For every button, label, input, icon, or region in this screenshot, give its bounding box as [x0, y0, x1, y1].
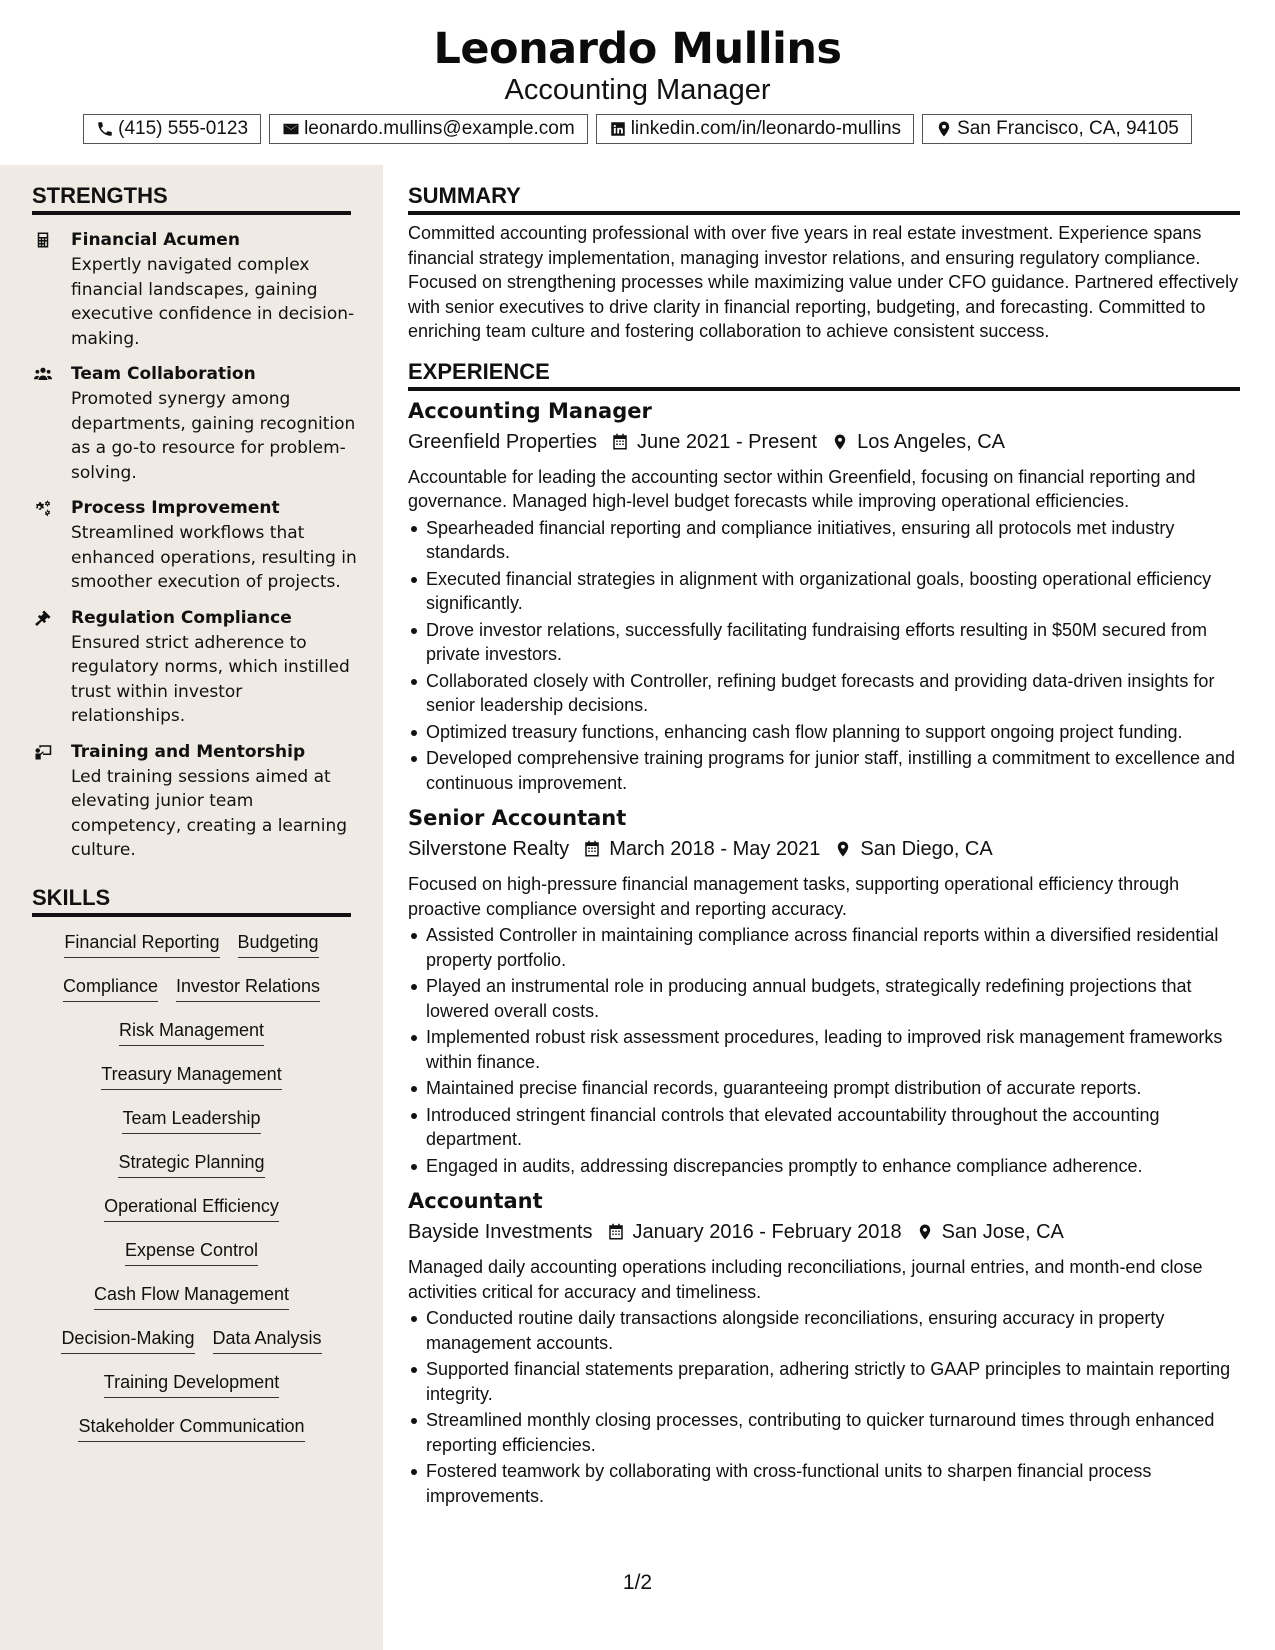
- page-number: 1/2: [622, 1571, 653, 1594]
- skill-tag: Compliance: [63, 974, 158, 1002]
- job-company: Bayside Investments: [408, 1221, 593, 1243]
- job-meta: [408, 1217, 1240, 1247]
- job-meta: [408, 834, 1240, 864]
- envelope-icon: [282, 120, 300, 138]
- job-bullet: Streamlined monthly closing processes, contributing to quicker turnaround times through enhanced reporting efficiencies.: [408, 1408, 1240, 1457]
- contact-linkedin[interactable]: [596, 114, 914, 144]
- job-description: Managed daily accounting operations including reconciliations, journal entries, and month-end close activities critical for accuracy and timeliness.: [408, 1257, 1203, 1302]
- job-bullet: Conducted routine daily transactions alongside reconciliations, ensuring accuracy in property management accounts.: [408, 1306, 1240, 1355]
- job-bullets: [408, 516, 1240, 796]
- main-content: [408, 165, 1240, 1510]
- contact-location: [922, 114, 1192, 144]
- job-meta: [408, 427, 1240, 457]
- linkedin-text: linkedin.com/in/leonardo-mullins: [630, 118, 902, 139]
- sidebar: [0, 165, 383, 1650]
- strength-title: Team Collaboration: [71, 364, 256, 384]
- map-pin-icon: [834, 839, 852, 859]
- job-location: Los Angeles, CA: [857, 430, 1005, 453]
- job-bullet: Played an instrumental role in producing annual budgets, strategically redefining projections that lowered overall costs.: [408, 974, 1240, 1023]
- strength-title: Process Improvement: [71, 498, 280, 518]
- experience-heading: EXPERIENCE: [408, 358, 1240, 391]
- phone-icon: [96, 120, 114, 138]
- skill-tag: Risk Management: [119, 1018, 264, 1046]
- skill-tag: Investor Relations: [176, 974, 320, 1002]
- calendar-icon: [583, 839, 601, 859]
- linkedin-icon: [609, 120, 627, 138]
- strength-title: Financial Acumen: [71, 230, 240, 250]
- job-bullet: Implemented robust risk assessment procedures, leading to improved risk management frameworks within finance.: [408, 1025, 1240, 1074]
- strength-desc: Streamlined workflows that enhanced operations, resulting in smoother execution of projects.: [71, 523, 357, 592]
- skill-tag: Cash Flow Management: [94, 1282, 289, 1310]
- job-dates: January 2016 - February 2018: [632, 1221, 902, 1243]
- job-bullet: Assisted Controller in maintaining compliance across financial reports within a diversified residential property portfolio.: [408, 923, 1240, 972]
- skill-tag: Budgeting: [238, 930, 319, 958]
- summary-text: Committed accounting professional with over five years in real estate investment. Experience spans financial strategy implementation, managing investor relations, and ensuring regulatory compliance. Focused on strengthening processes while maximizing value under CFO guidance. Partnered effectively with senior executives to drive clarity in financial reporting, budgeting, and forecasting. Committed to enriching team culture and fostering collaboration to achieve consistent success.: [408, 223, 1239, 341]
- job-description: Accountable for leading the accounting sector within Greenfield, focusing on financial reporting and governance. Managed high-level budget forecasts while improving operational efficiencies.: [408, 466, 1196, 511]
- strength-desc: Expertly navigated complex financial landscapes, gaining executive confidence in decision-making.: [71, 255, 355, 349]
- skill-tag: Decision-Making: [61, 1326, 194, 1354]
- job-bullet: Supported financial statements preparation, adhering strictly to GAAP principles to maintain reporting integrity.: [408, 1357, 1240, 1406]
- job-bullet: Executed financial strategies in alignment with organizational goals, boosting operational efficiency significantly.: [408, 567, 1240, 616]
- job-location: San Diego, CA: [860, 838, 993, 860]
- contact-phone[interactable]: [83, 114, 261, 144]
- job-bullet: Introduced stringent financial controls that elevated accountability throughout the accounting department.: [408, 1103, 1240, 1152]
- job-bullet: Developed comprehensive training programs for junior staff, instilling a commitment to excellence and continuous improvement.: [408, 746, 1240, 795]
- strength-desc: Ensured strict adherence to regulatory norms, which instilled trust within investor relationships.: [71, 632, 350, 726]
- strength-title: Training and Mentorship: [71, 741, 306, 762]
- chalkboard-teacher-icon: [33, 743, 53, 761]
- skill-tag: Training Development: [104, 1370, 279, 1398]
- job-title: Senior Accountant: [408, 806, 627, 830]
- strengths-heading: STRENGTHS: [32, 182, 351, 215]
- skills-list: [32, 930, 351, 1458]
- job-bullet: Engaged in audits, addressing discrepancies promptly to enhance compliance adherence.: [408, 1154, 1240, 1179]
- strength-item: [0, 496, 383, 595]
- gears-icon: [33, 499, 53, 517]
- job-location: San Jose, CA: [941, 1221, 1064, 1243]
- skill-tag: Operational Efficiency: [104, 1194, 279, 1222]
- strength-item: [0, 740, 383, 863]
- email-text: leonardo.mullins@example.com: [304, 118, 575, 139]
- job-company: Silverstone Realty: [408, 838, 570, 860]
- job-bullet: Optimized treasury functions, enhancing cash flow planning to support ongoing project funding.: [408, 720, 1240, 745]
- job-bullet: Spearheaded financial reporting and compliance initiatives, ensuring all protocols met industry standards.: [408, 516, 1240, 565]
- strength-title: Regulation Compliance: [71, 607, 292, 628]
- strength-item: [0, 606, 383, 729]
- calendar-icon: [611, 432, 629, 452]
- strength-desc: Promoted synergy among departments, gaining recognition as a go-to resource for problem-solving.: [71, 389, 356, 483]
- skill-tag: Team Leadership: [122, 1106, 260, 1134]
- skill-tag: Treasury Management: [101, 1062, 281, 1090]
- job-bullets: [408, 1306, 1240, 1508]
- skill-tag: Financial Reporting: [64, 930, 219, 958]
- map-pin-icon: [831, 432, 849, 452]
- skill-tag: Expense Control: [125, 1238, 258, 1266]
- contact-email[interactable]: [269, 114, 588, 144]
- phone-text: (415) 555-0123: [118, 118, 249, 139]
- candidate-role: Accounting Manager: [504, 74, 771, 106]
- job-company: Greenfield Properties: [408, 430, 597, 453]
- job-bullets: [408, 923, 1240, 1178]
- strength-desc: Led training sessions aimed at elevating junior team competency, creating a learning culture.: [71, 766, 348, 860]
- users-icon: [33, 365, 53, 383]
- job-bullet: Collaborated closely with Controller, refining budget forecasts and providing data-driven insights for senior leadership decisions.: [408, 669, 1240, 718]
- job-bullet: Maintained precise financial records, guaranteeing prompt distribution of accurate reports.: [408, 1076, 1240, 1101]
- skill-tag: Data Analysis: [213, 1326, 322, 1354]
- job-title: Accounting Manager: [408, 398, 652, 423]
- contact-bar: [0, 114, 1275, 144]
- strength-item: [0, 362, 383, 485]
- job-description: Focused on high-pressure financial management tasks, supporting operational efficiency through proactive compliance oversight and reporting accuracy.: [408, 874, 1180, 919]
- gavel-icon: [33, 609, 53, 627]
- job-title: Accountant: [408, 1189, 543, 1213]
- job-entry: [408, 1186, 1240, 1508]
- calendar-icon: [607, 1222, 625, 1242]
- strength-item: [0, 228, 383, 351]
- job-dates: March 2018 - May 2021: [609, 838, 821, 860]
- candidate-name: Leonardo Mullins: [433, 24, 842, 74]
- job-entry: [408, 396, 1240, 796]
- resume-header: [0, 0, 1275, 165]
- skills-heading: SKILLS: [32, 884, 351, 917]
- calculator-icon: [33, 231, 53, 249]
- skill-tag: Strategic Planning: [118, 1150, 264, 1178]
- summary-heading: SUMMARY: [408, 182, 1240, 215]
- map-pin-icon: [916, 1222, 934, 1242]
- job-dates: June 2021 - Present: [636, 430, 818, 453]
- location-text: San Francisco, CA, 94105: [957, 118, 1179, 139]
- skill-tag: Stakeholder Communication: [78, 1414, 304, 1442]
- job-bullet: Drove investor relations, successfully facilitating fundraising efforts resulting in $50M secured from private investors.: [408, 618, 1240, 667]
- job-bullet: Fostered teamwork by collaborating with cross-functional units to sharpen financial process improvements.: [408, 1459, 1240, 1508]
- job-entry: [408, 803, 1240, 1178]
- map-pin-icon: [935, 120, 953, 138]
